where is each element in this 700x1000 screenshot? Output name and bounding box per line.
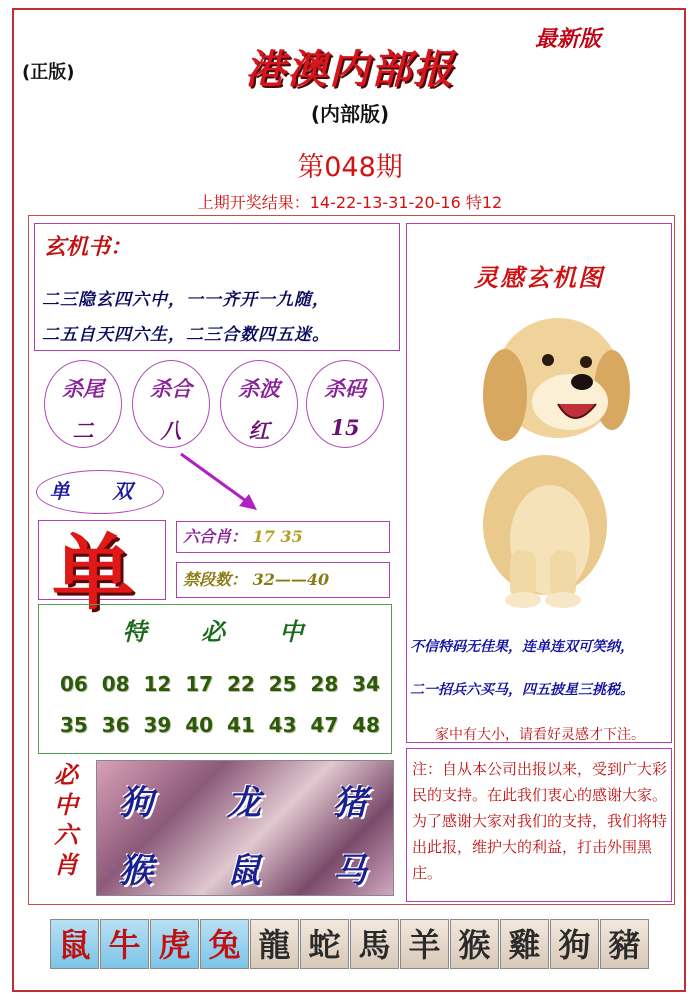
xuanji-title: 玄机书： xyxy=(44,234,133,260)
te-number: 48 xyxy=(352,713,380,737)
zodiac-tile: 鼠 xyxy=(50,919,99,969)
te-number: 34 xyxy=(352,672,380,696)
bizhong-char: 肖 xyxy=(54,850,78,879)
last-result: 上期开奖结果：14-22-13-31-20-16 特12 xyxy=(197,193,503,212)
zodiac-tile: 蛇 xyxy=(300,919,349,969)
arrow-icon xyxy=(175,448,265,518)
te-number: 12 xyxy=(143,672,172,696)
zodiac-tile: 雞 xyxy=(500,919,549,969)
liuhe-box xyxy=(176,521,390,553)
bizhong-char: 必 xyxy=(54,760,78,789)
te-number: 47 xyxy=(310,713,339,737)
edition-tag: (正版) xyxy=(22,62,75,83)
oval-kill-wave xyxy=(220,360,298,448)
te-number: 36 xyxy=(101,713,130,737)
six-zodiac-panel xyxy=(96,760,394,896)
zodiac-char: 鼠 xyxy=(227,851,261,891)
te-number: 39 xyxy=(143,713,172,737)
oval-value: 八 xyxy=(160,418,182,443)
te-row-1 xyxy=(60,672,380,696)
zodiac-char: 龙 xyxy=(227,783,261,823)
oval-label: 杀波 xyxy=(238,376,280,401)
oval-value: 15 xyxy=(330,415,360,440)
kill-range-label: 禁段数： xyxy=(183,570,248,589)
page-subtitle: (内部版) xyxy=(310,102,390,126)
te-number: 35 xyxy=(60,713,88,737)
bizhong-label xyxy=(52,760,80,880)
zodiac-char: 猪 xyxy=(333,783,367,823)
te-number: 40 xyxy=(185,713,214,737)
zodiac-tile: 豬 xyxy=(600,919,649,969)
te-number: 43 xyxy=(268,713,297,737)
dog-illustration xyxy=(450,300,630,610)
inspiration-title: 灵感玄机图 xyxy=(474,263,604,292)
zodiac-tile: 龍 xyxy=(250,919,299,969)
right-note: 家中有大小，请看好灵感才下注。 xyxy=(435,727,645,743)
big-char: 单 xyxy=(52,525,135,621)
te-number: 06 xyxy=(60,672,88,696)
zodiac-tile: 兔 xyxy=(200,919,249,969)
page-title: 港澳内部报 xyxy=(245,46,455,93)
oval-label: 杀码 xyxy=(324,376,366,401)
notice-text: 注：自从本公司出报以来，受到广大彩民的支持。在此我们衷心的感谢大家。为了感谢大家对我们的支持，我们将特出此报，维护大的利益，打击外围黑庄。 xyxy=(412,760,668,882)
te-number: 41 xyxy=(226,713,255,737)
zodiac-tile: 羊 xyxy=(400,919,449,969)
bizhong-char: 中 xyxy=(54,790,78,819)
liuhe-value: 17 35 xyxy=(252,527,303,546)
oval-kill-code xyxy=(306,360,384,448)
te-number: 08 xyxy=(101,672,130,696)
bizhong-char: 六 xyxy=(54,820,78,849)
zodiac-tile: 虎 xyxy=(150,919,199,969)
right-poem-2: 二一招兵六买马，四五披星三挑税。 xyxy=(410,682,634,698)
te-row-2 xyxy=(60,713,380,737)
zodiac-tile: 馬 xyxy=(350,919,399,969)
te-number: 17 xyxy=(185,672,214,696)
zodiac-char: 马 xyxy=(333,851,367,891)
zodiac-tiles xyxy=(50,919,650,969)
liuhe-label: 六合肖： xyxy=(183,527,248,546)
oval-kill-he xyxy=(132,360,210,448)
zodiac-tile: 牛 xyxy=(100,919,149,969)
te-title: 特 必 中 xyxy=(122,617,308,646)
te-number: 28 xyxy=(310,672,339,696)
kill-range-value: 32——40 xyxy=(252,570,330,589)
kill-range-box xyxy=(176,562,390,598)
oval-label: 杀尾 xyxy=(62,376,104,401)
zodiac-char: 狗 xyxy=(119,783,153,823)
latest-tag: 最新版 xyxy=(535,26,602,52)
oval-kill-tail xyxy=(44,360,122,448)
xuanji-line-2: 二五自天四六生，二三合数四五迷。 xyxy=(42,325,330,345)
te-number: 22 xyxy=(226,672,255,696)
zodiac-tile: 狗 xyxy=(550,919,599,969)
zodiac-char: 猴 xyxy=(119,851,153,891)
oval-value: 二 xyxy=(72,418,94,443)
issue-number: 第048期 xyxy=(297,152,403,183)
danshuang-label: 单 双 xyxy=(49,479,151,503)
te-number: 25 xyxy=(268,672,297,696)
xuanji-line-1: 二三隐玄四六中，一一齐开一九随， xyxy=(42,290,330,310)
oval-value: 红 xyxy=(248,418,270,443)
zodiac-tile: 猴 xyxy=(450,919,499,969)
right-poem-1: 不信特码无佳果，连单连双可笑纳， xyxy=(410,639,634,655)
oval-label: 杀合 xyxy=(150,376,192,401)
